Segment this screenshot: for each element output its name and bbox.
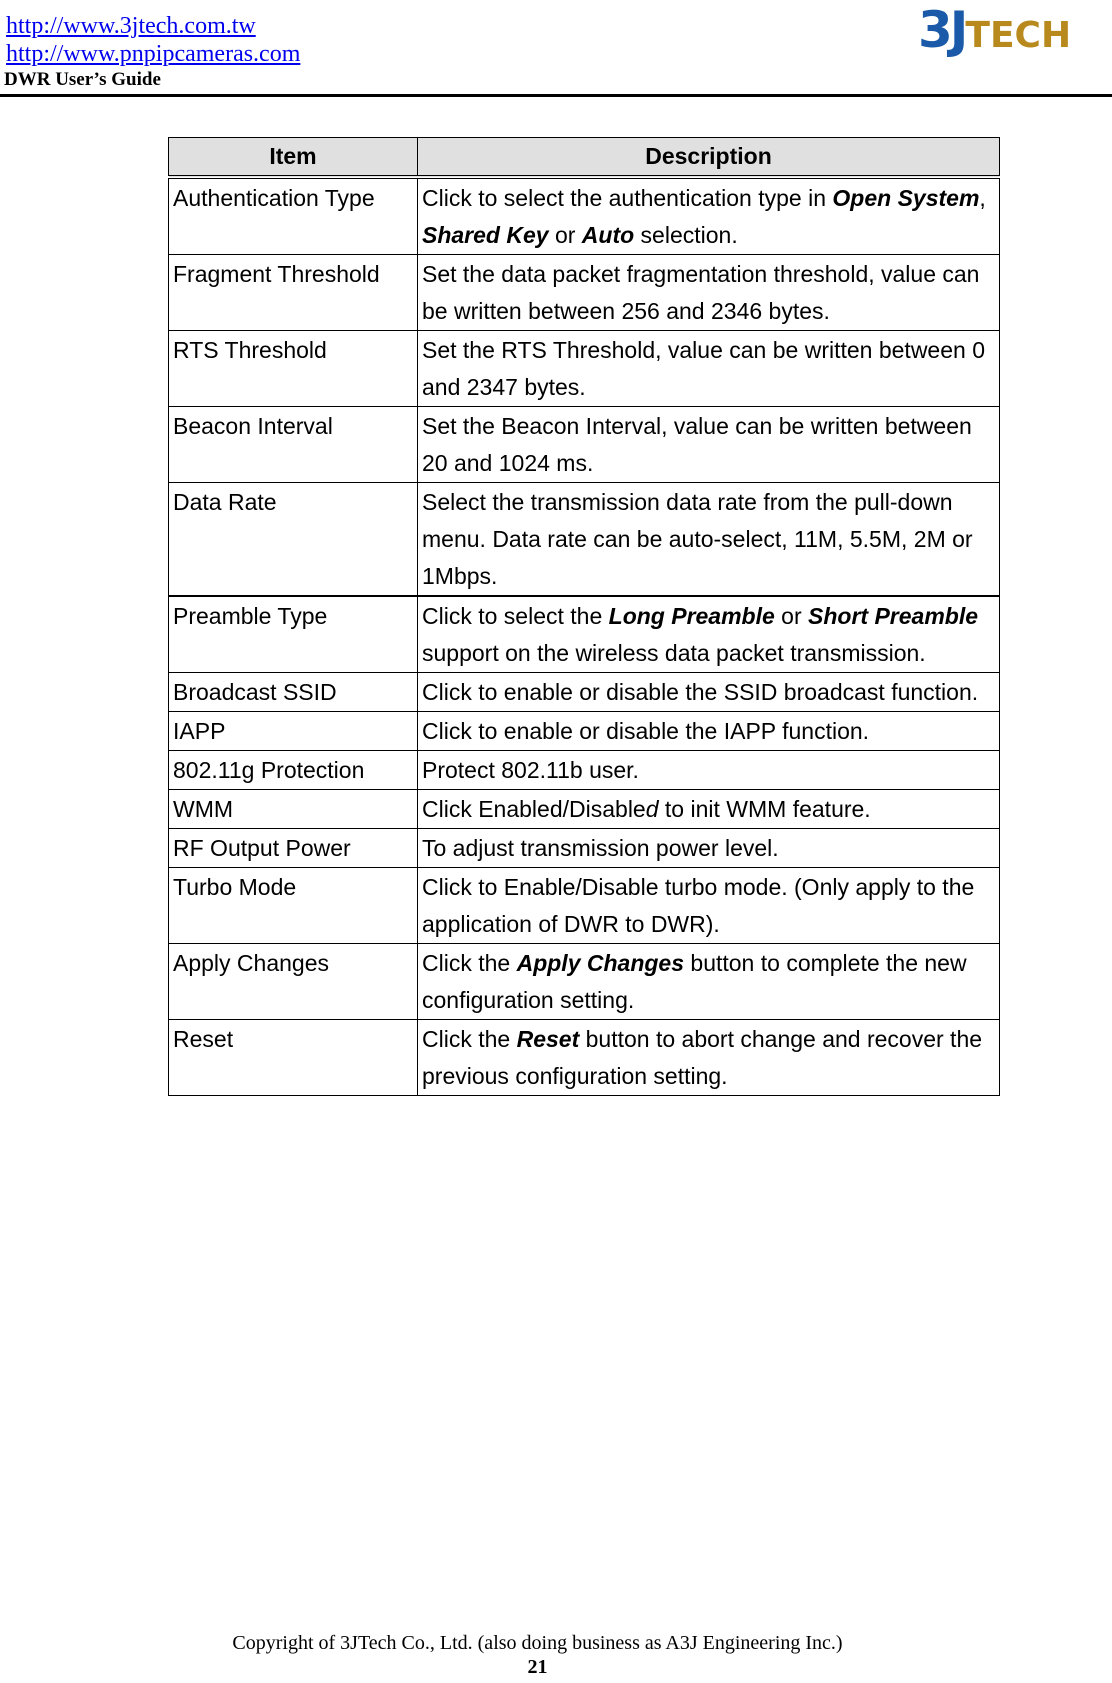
description-cell [418, 255, 1000, 331]
description-text: Protect 802.11b user. [422, 757, 639, 783]
description-cell [418, 596, 1000, 673]
table-row [169, 790, 1000, 829]
description-text: Set the data packet fragmentation threshold, value can be written between 256 and 2346 bytes. [422, 261, 980, 324]
emphasis-text: Long Preamble [608, 603, 775, 629]
column-header-item: Item [169, 138, 418, 178]
guide-title: DWR User’s Guide [4, 69, 161, 90]
table-row [169, 673, 1000, 712]
item-cell: Beacon Interval [169, 407, 418, 483]
page-number: 21 [527, 1656, 548, 1678]
emphasis-text: Short Preamble [808, 603, 979, 629]
table-row [169, 829, 1000, 868]
description-text: to init WMM feature. [658, 796, 871, 822]
table-row [169, 751, 1000, 790]
description-text: Click Enabled/Disable [422, 796, 646, 822]
header-divider [0, 94, 1112, 97]
description-cell [418, 177, 1000, 255]
description-text: Select the transmission data rate from the pull-down menu. Data rate can be auto-select, 11M, 5.5M, 2M or 1Mbps. [422, 489, 973, 589]
description-text: Click to select the authentication type in [422, 185, 833, 211]
logo-tech-text: TECH [965, 15, 1072, 56]
logo-3j-text: 3J [918, 1, 966, 59]
description-text: selection. [634, 222, 738, 248]
item-cell: Fragment Threshold [169, 255, 418, 331]
description-text: Click the [422, 1026, 517, 1052]
description-text: Click to enable or disable the SSID broadcast function. [422, 679, 979, 705]
table-row [169, 596, 1000, 673]
item-cell: Authentication Type [169, 177, 418, 255]
description-text: or [774, 603, 809, 629]
table-row [169, 331, 1000, 407]
description-text: button to complete the new configuration setting. [422, 950, 967, 1013]
table-row [169, 868, 1000, 944]
table-row [169, 944, 1000, 1020]
item-cell: Apply Changes [169, 944, 418, 1020]
description-cell [418, 868, 1000, 944]
website-link-pnpipcameras[interactable]: http://www.pnpipcameras.com [6, 41, 301, 67]
item-cell: IAPP [169, 712, 418, 751]
item-cell: Turbo Mode [169, 868, 418, 944]
description-cell [418, 1020, 1000, 1096]
description-cell [418, 790, 1000, 829]
description-text: support on the wireless data packet transmission. [422, 640, 926, 666]
table-row [169, 177, 1000, 255]
description-text: Set the RTS Threshold, value can be written between 0 and 2347 bytes. [422, 337, 985, 400]
description-cell [418, 673, 1000, 712]
table-row [169, 712, 1000, 751]
item-cell: RTS Threshold [169, 331, 418, 407]
emphasis-text: Reset [516, 1026, 580, 1052]
description-cell [418, 751, 1000, 790]
description-text: Click to select the [422, 603, 609, 629]
table-row [169, 483, 1000, 597]
table-row [169, 255, 1000, 331]
item-cell: Data Rate [169, 483, 418, 597]
description-cell [418, 331, 1000, 407]
table-header-row [169, 138, 1000, 178]
item-cell: 802.11g Protection [169, 751, 418, 790]
item-cell: Broadcast SSID [169, 673, 418, 712]
description-text: or [548, 222, 582, 248]
emphasis-text: Apply Changes [516, 950, 685, 976]
table-row [169, 1020, 1000, 1096]
emphasis-text: Open System [832, 185, 980, 211]
description-cell [418, 829, 1000, 868]
description-cell [418, 712, 1000, 751]
settings-description-table [168, 137, 1000, 1096]
emphasis-text: Auto [581, 222, 635, 248]
description-text: Click to Enable/Disable turbo mode. (Only apply to the application of DWR to DWR). [422, 874, 975, 937]
description-text: button to abort change and recover the previous configuration setting. [422, 1026, 983, 1089]
item-cell: RF Output Power [169, 829, 418, 868]
table-row [169, 407, 1000, 483]
description-cell [418, 944, 1000, 1020]
description-text: To adjust transmission power level. [422, 835, 779, 861]
description-text: Click the [422, 950, 517, 976]
item-cell: Preamble Type [169, 596, 418, 673]
copyright-footer: Copyright of 3JTech Co., Ltd. (also doing business as A3J Engineering Inc.) [232, 1632, 843, 1654]
page-header [0, 0, 1112, 96]
item-cell: Reset [169, 1020, 418, 1096]
table-body [169, 177, 1000, 1096]
description-text: , [979, 185, 986, 211]
website-link-3jtech[interactable]: http://www.3jtech.com.tw [6, 13, 256, 39]
description-cell [418, 407, 1000, 483]
description-text: Click to enable or disable the IAPP function. [422, 718, 870, 744]
item-cell: WMM [169, 790, 418, 829]
column-header-description: Description [418, 138, 1000, 178]
emphasis-text: Shared Key [422, 222, 549, 248]
3jtech-logo [918, 0, 1072, 60]
description-text: Set the Beacon Interval, value can be written between 20 and 1024 ms. [422, 413, 972, 476]
description-cell [418, 483, 1000, 597]
italic-text: d [645, 796, 659, 822]
